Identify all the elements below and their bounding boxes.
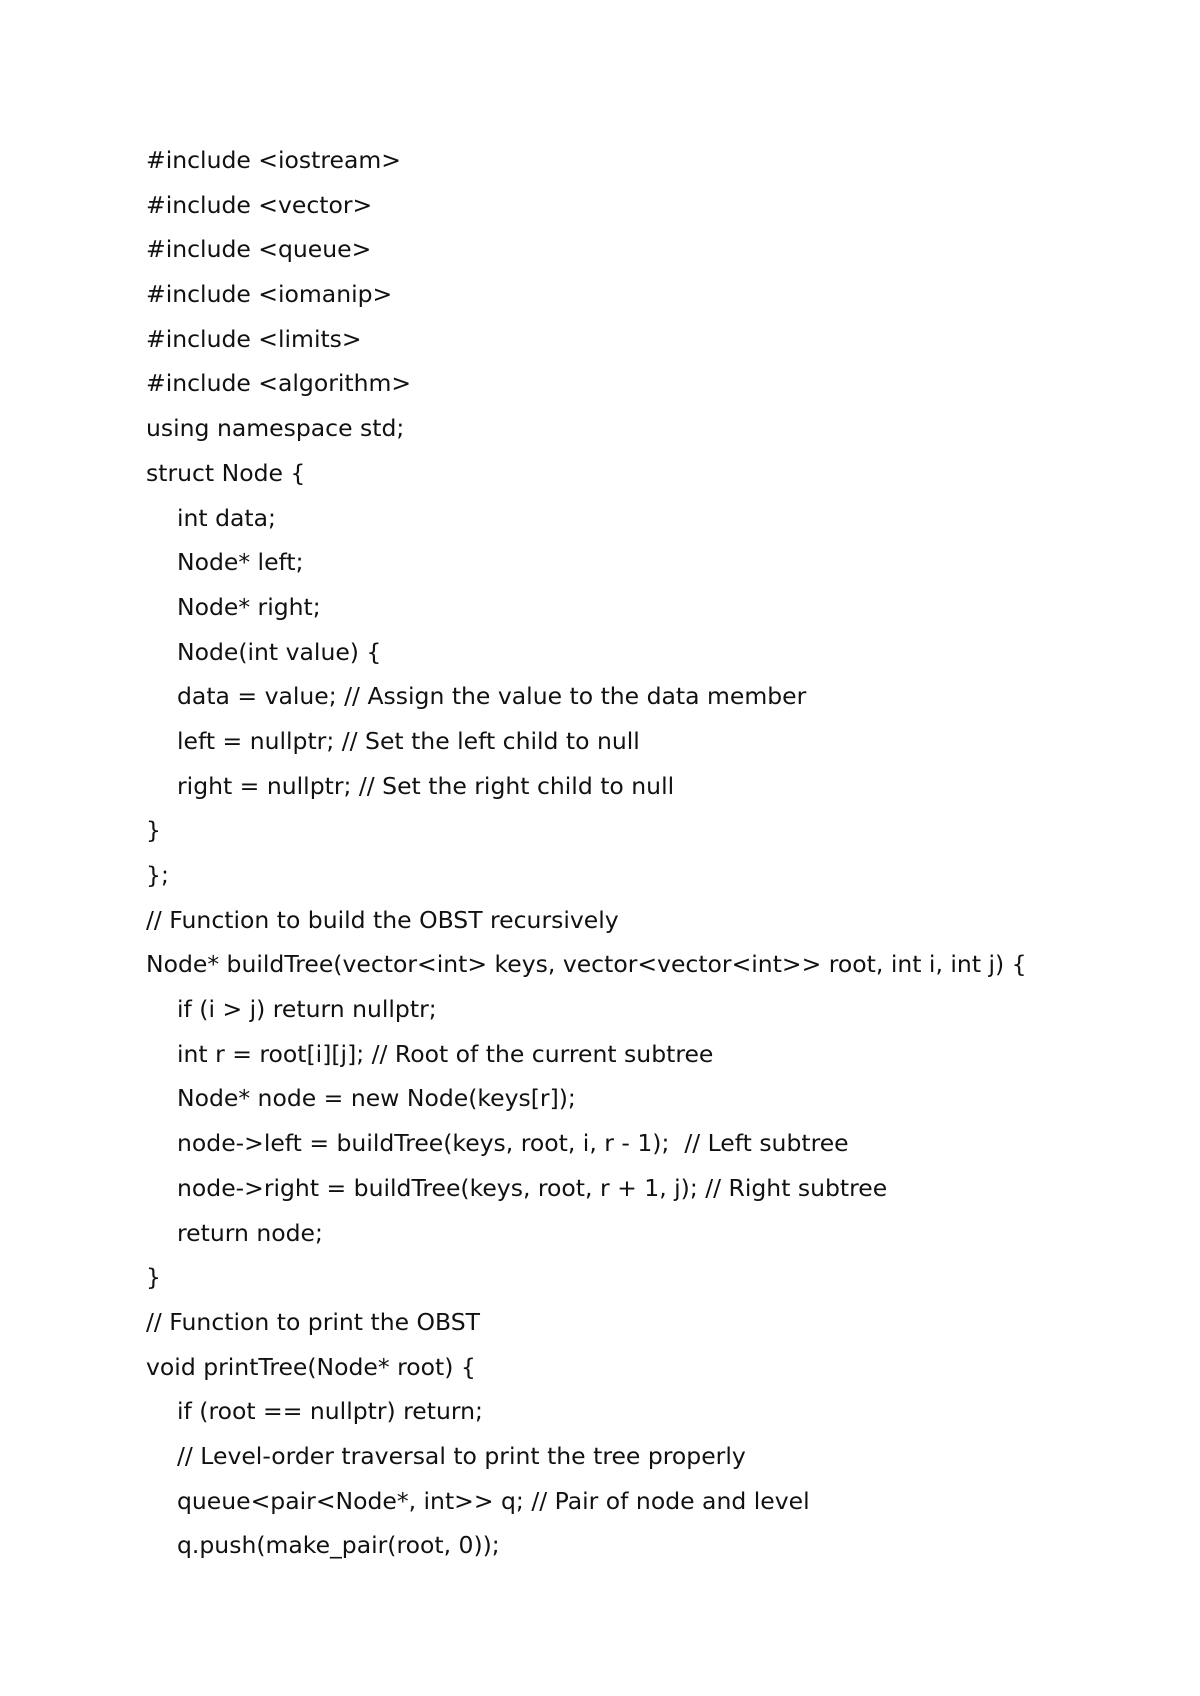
code-line: if (i > j) return nullptr; — [177, 995, 437, 1024]
code-line: } — [146, 1263, 161, 1292]
code-line: Node* left; — [177, 548, 304, 577]
code-line: #include <iostream> — [146, 146, 401, 174]
code-line: // Level-order traversal to print the tree properly — [177, 1441, 746, 1470]
code-line: int r = root[i][j]; // Root of the current subtree — [177, 1039, 714, 1068]
code-line: #include <algorithm> — [146, 369, 412, 398]
code-line: return node; — [177, 1218, 323, 1247]
code-line: q.push(make_pair(root, 0)); — [177, 1531, 500, 1560]
code-line: void printTree(Node* root) { — [146, 1352, 476, 1381]
code-line: #include <queue> — [146, 235, 372, 264]
code-line: // Function to print the OBST — [146, 1307, 480, 1336]
code-line: #include <limits> — [146, 324, 362, 353]
code-line: left = nullptr; // Set the left child to null — [177, 726, 640, 755]
code-line: } — [146, 816, 161, 845]
code-listing — [146, 138, 1146, 1568]
code-line: right = nullptr; // Set the right child to null — [177, 771, 675, 800]
code-line: data = value; // Assign the value to the data member — [177, 682, 807, 711]
code-line: // Function to build the OBST recursively — [146, 905, 619, 934]
code-line: node->left = buildTree(keys, root, i, r - 1); // Left subtree — [177, 1129, 849, 1158]
code-line: }; — [146, 861, 169, 889]
code-line: struct Node { — [146, 458, 306, 487]
code-line: Node* node = new Node(keys[r]); — [177, 1084, 576, 1113]
code-line: if (root == nullptr) return; — [177, 1397, 483, 1426]
code-line: Node* buildTree(vector<int> keys, vector<vector<int>> root, int i, int j) { — [146, 950, 1027, 979]
code-line: #include <iomanip> — [146, 280, 393, 309]
code-line: Node(int value) { — [177, 637, 382, 666]
code-line: using namespace std; — [146, 414, 405, 443]
code-line: Node* right; — [177, 592, 321, 621]
code-line: node->right = buildTree(keys, root, r + 1, j); // Right subtree — [177, 1173, 888, 1202]
code-line: #include <vector> — [146, 190, 373, 219]
code-line: int data; — [177, 503, 276, 532]
code-line: queue<pair<Node*, int>> q; // Pair of node and level — [177, 1486, 810, 1515]
